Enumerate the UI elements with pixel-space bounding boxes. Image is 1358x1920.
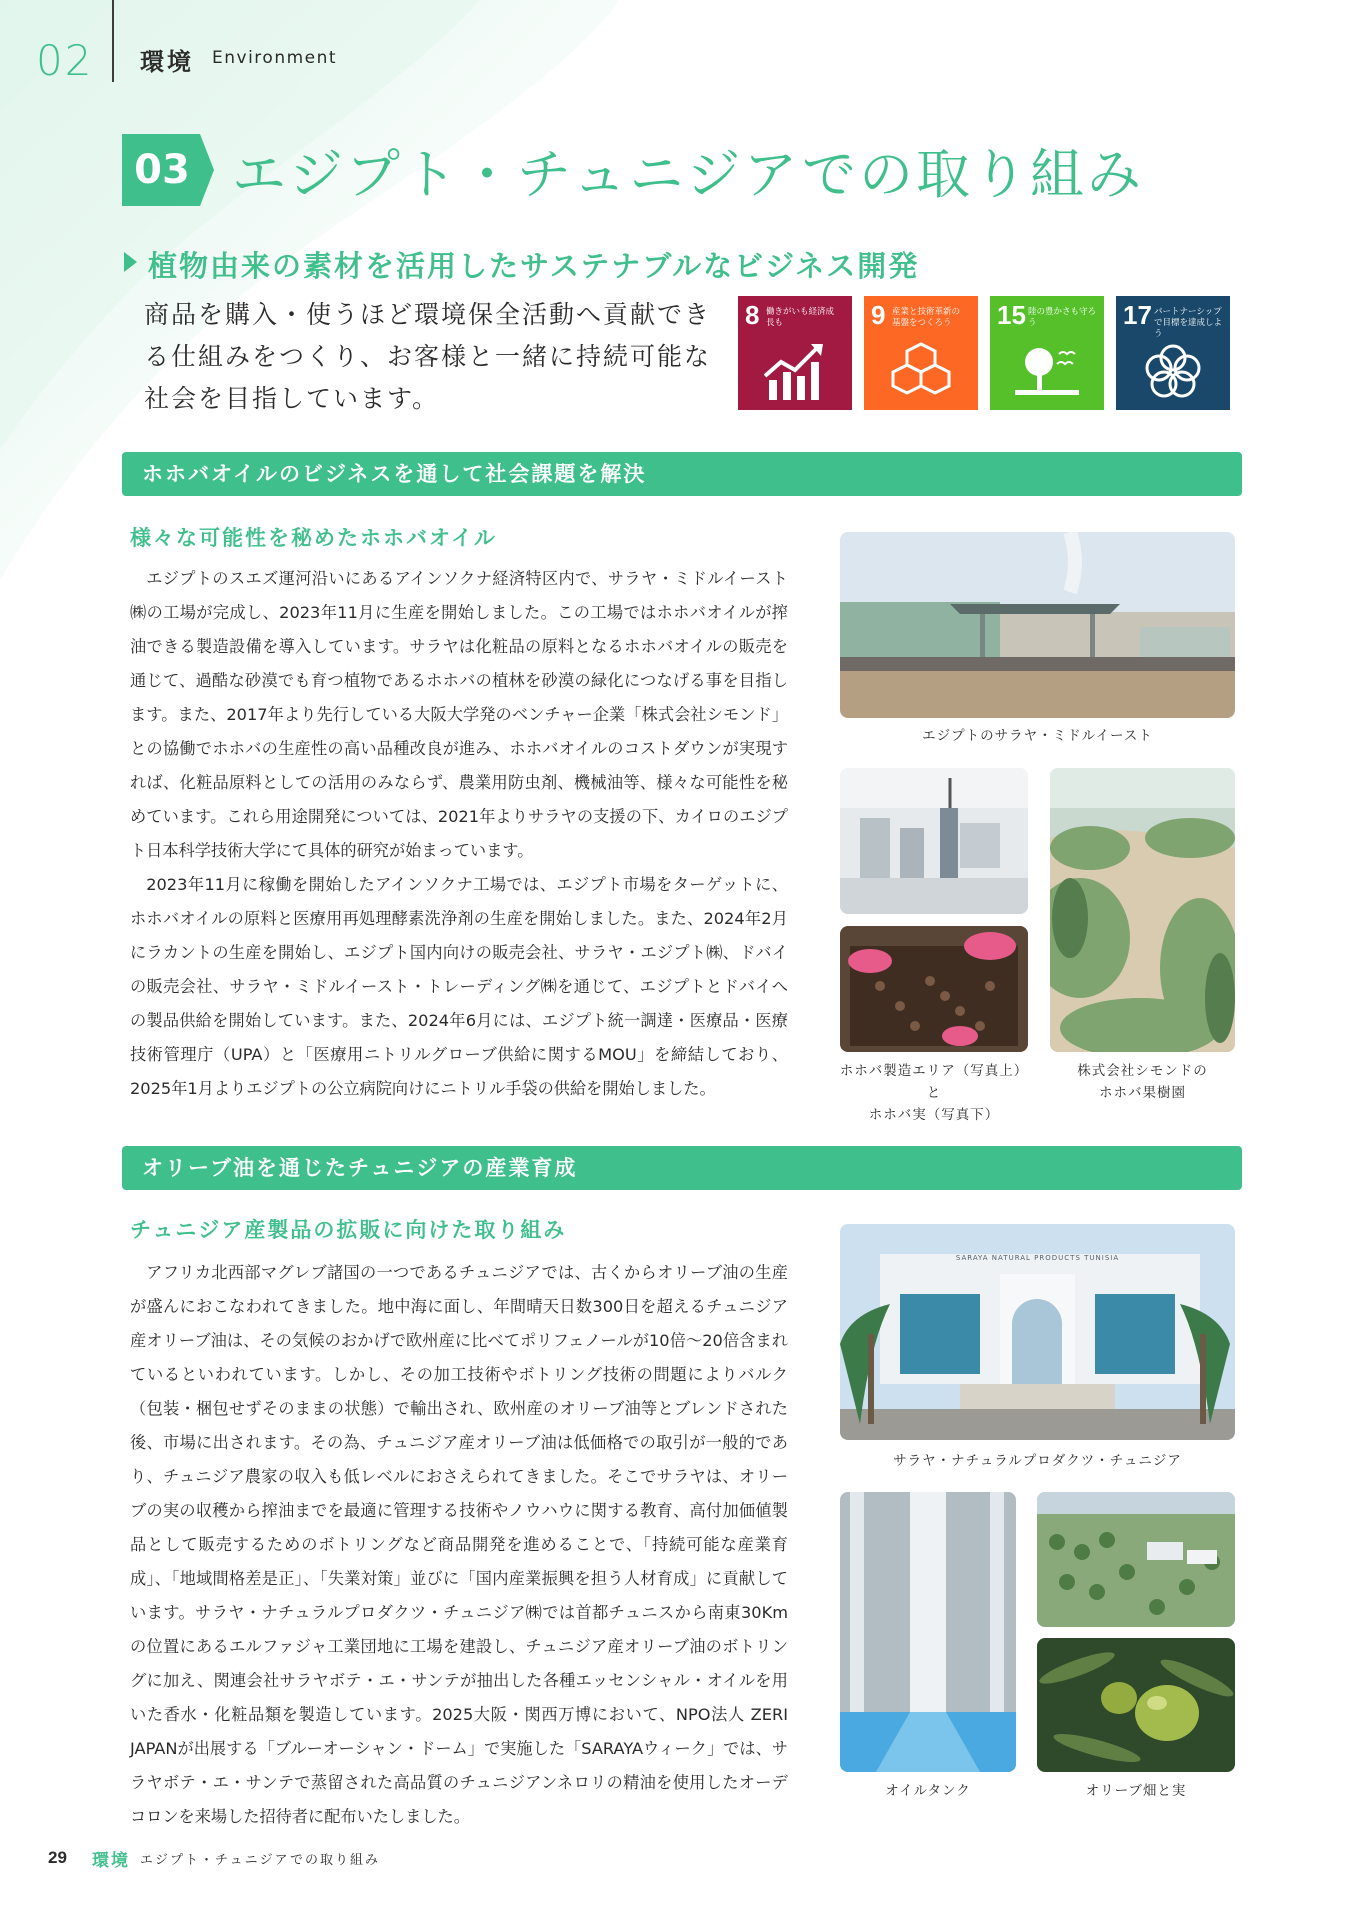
sdg-label: 働きがいも経済成長も (766, 307, 835, 328)
jojoba-seeds-photo (840, 926, 1028, 1052)
chapter-title-en: Environment (212, 48, 338, 68)
caption-line: ホホバ製造エリア（写真上）と (839, 1063, 1029, 1101)
section-bar-olive-title: オリーブ油を通じたチュニジアの産業育成 (142, 1156, 578, 1180)
paragraph: 2023年11月に稼働を開始したアインソクナ工場では、エジプト市場をターゲットに、ホホバオイルの原料と医療用再処理酵素洗浄剤の生産を開始しました。また、2024年2月にラカントの生産を開始し、エジプト国内向けの販売会社、サラヤ・エジプト㈱、ドバイの販売会社、サラヤ・ミドルイースト・トレーディング㈱を通じて、エジプトとドバイへの製品供給を開始しています。また、2024年6月には、エジプト統一調達・医療品・医療技術管理庁（UPA）と「医療用ニトリルグローブ供給に関するMOU」を締結しており、2025年1月よりエジプトの公立病院向けにニトリル手袋の供給を開始しました。 (130, 875, 788, 1098)
paragraph: アフリカ北西部マグレブ諸国の一つであるチュニジアでは、古くからオリーブ油の生産が盛んにおこなわれてきました。地中海に面し、年間晴天日数300日を超えるチュニジア産オリーブ油は、その気候のおかげで欧州産に比べてポリフェノールが10倍～20倍含まれているといわれています。しかし、その加工技術やボトリング技術の問題によりバルク（包装・梱包せずそのままの状態）で輸出され、欧州産のオリーブ油等とブレンドされた後、市場に出されます。その為、チュニジア産オリーブ油は低価格での取引が一般的であり、チュニジア農家の収入も低レベルにおさえられてきました。そこでサラヤは、オリーブの実の収穫から搾油までを最適に管理する技術やノウハウに関する教育、高付加価値製品として販売するためのボトリングなど商品開発を進めることで、「持続可能な産業育成」、「地域間格差是正」、「失業対策」並びに「国内産業振興を担う人材育成」に貢献しています。サラヤ・ナチュラルプロダクツ・チュニジア㈱では首都チュニスから南東30Kmの位置にあるエルファジャ工業団地に工場を建設し、チュニジア産オリーブ油のボトリングに加え、関連会社サラヤボテ・エ・サンテが抽出した各種エッセンシャル・オイルを用いた香水・化粧品類を製造しています。2025大阪・関西万博において、NPO法人 ZERI JAPANが出展する「ブルーオーシャン・ドーム」で実施した「SARAYAウィーク」では、サラヤボテ・エ・サンテで蒸留された高品質のチュニジアンネロリの精油を使用したオーデコロンを来場した招待者に配布いたしました。 (130, 1263, 788, 1826)
page-number: 29 (48, 1848, 67, 1867)
chapter-title-jp: 環境 (140, 48, 194, 76)
tunisia-building-photo (840, 1224, 1235, 1440)
caption-production (834, 1060, 1034, 1126)
lead-text: 商品を購入・使うほど環境保全活動へ貢献できる仕組みをつくり、お客様と一緒に持続可能な社会を目指しています。 (144, 300, 712, 413)
section-title: エジプト・チュニジアでの取り組み (232, 143, 1144, 206)
sdg-number: 8 (745, 300, 760, 330)
sdg-tile-9 (864, 296, 978, 410)
orchard-photo (1050, 768, 1235, 1052)
sdg-number: 15 (997, 300, 1026, 330)
production-area-photo (840, 768, 1028, 914)
olive-field-aerial-photo (1037, 1492, 1235, 1627)
subtitle-arrow-icon (124, 252, 137, 272)
section-number: 03 (134, 147, 190, 193)
caption-orchard (1040, 1060, 1245, 1104)
sdg-number: 9 (871, 300, 886, 330)
cubes-icon (881, 340, 961, 402)
factory-photo (840, 532, 1235, 718)
sdg-label: 陸の豊かさも守ろう (1028, 307, 1097, 328)
partnership-ring-icon (1133, 340, 1213, 402)
footer-chapter: 環境 (92, 1851, 130, 1871)
paragraph: エジプトのスエズ運河沿いにあるアインソクナ経済特区内で、サラヤ・ミドルイースト㈱の工場が完成し、2023年11月に生産を開始しました。この工場ではホホバオイルが搾油できる製造設備を導入しています。サラヤは化粧品の原料となるホホバオイルの販売を通じて、過酷な砂漠でも育つ植物であるホホバの植林を砂漠の緑化につなげる事を目指します。また、2017年より先行している大阪大学発のベンチャー企業「株式会社シモンド」との協働でホホバの生産性の高い品種改良が進み、ホホバオイルのコストダウンが実現すれば、化粧品原料としての活用のみならず、農業用防虫剤、機械油等、様々な可能性を秘めています。これら用途開発については、2021年よりサラヤの支援の下、カイロのエジプト日本科学技術大学にて具体的研究が始まっています。 (130, 569, 788, 860)
caption-field: オリーブ畑と実 (1085, 1783, 1187, 1799)
building-sign: SARAYA NATURAL PRODUCTS TUNISIA (955, 1254, 1120, 1262)
section-subtitle: 植物由来の素材を活用したサステナブルなビジネス開発 (148, 249, 920, 283)
chapter-divider (112, 0, 114, 82)
oil-tank-photo (840, 1492, 1016, 1772)
body-olive (130, 1256, 788, 1834)
caption-tank: オイルタンク (885, 1783, 971, 1799)
footer-section: エジプト・チュニジアでの取り組み (140, 1853, 381, 1868)
caption-building: サラヤ・ナチュラルプロダクツ・チュニジア (893, 1453, 1182, 1469)
sdg-tile-8 (738, 296, 852, 410)
body-jojoba (130, 562, 788, 1106)
sdg-tile-17 (1116, 296, 1230, 410)
growth-chart-icon (755, 340, 835, 402)
sdg-label: 産業と技術革新の基盤をつくろう (892, 307, 961, 328)
caption-line: ホホバ果樹園 (1099, 1085, 1186, 1101)
olive-fruit-photo (1037, 1638, 1235, 1772)
section-bar-jojoba-title: ホホバオイルのビジネスを通して社会課題を解決 (142, 462, 647, 486)
heading-olive: チュニジア産製品の拡販に向けた取り組み (130, 1218, 567, 1242)
caption-factory: エジプトのサラヤ・ミドルイースト (922, 728, 1153, 744)
tree-icon (1007, 340, 1087, 402)
caption-line: 株式会社シモンドの (1077, 1063, 1208, 1079)
sdg-label: パートナーシップで目標を達成しよう (1154, 307, 1223, 339)
caption-line: ホホバ実（写真下） (868, 1107, 1000, 1123)
heading-jojoba: 様々な可能性を秘めたホホバオイル (130, 526, 497, 550)
sdg-tile-15 (990, 296, 1104, 410)
chapter-number: 02 (36, 36, 94, 85)
sdg-number: 17 (1123, 300, 1152, 330)
